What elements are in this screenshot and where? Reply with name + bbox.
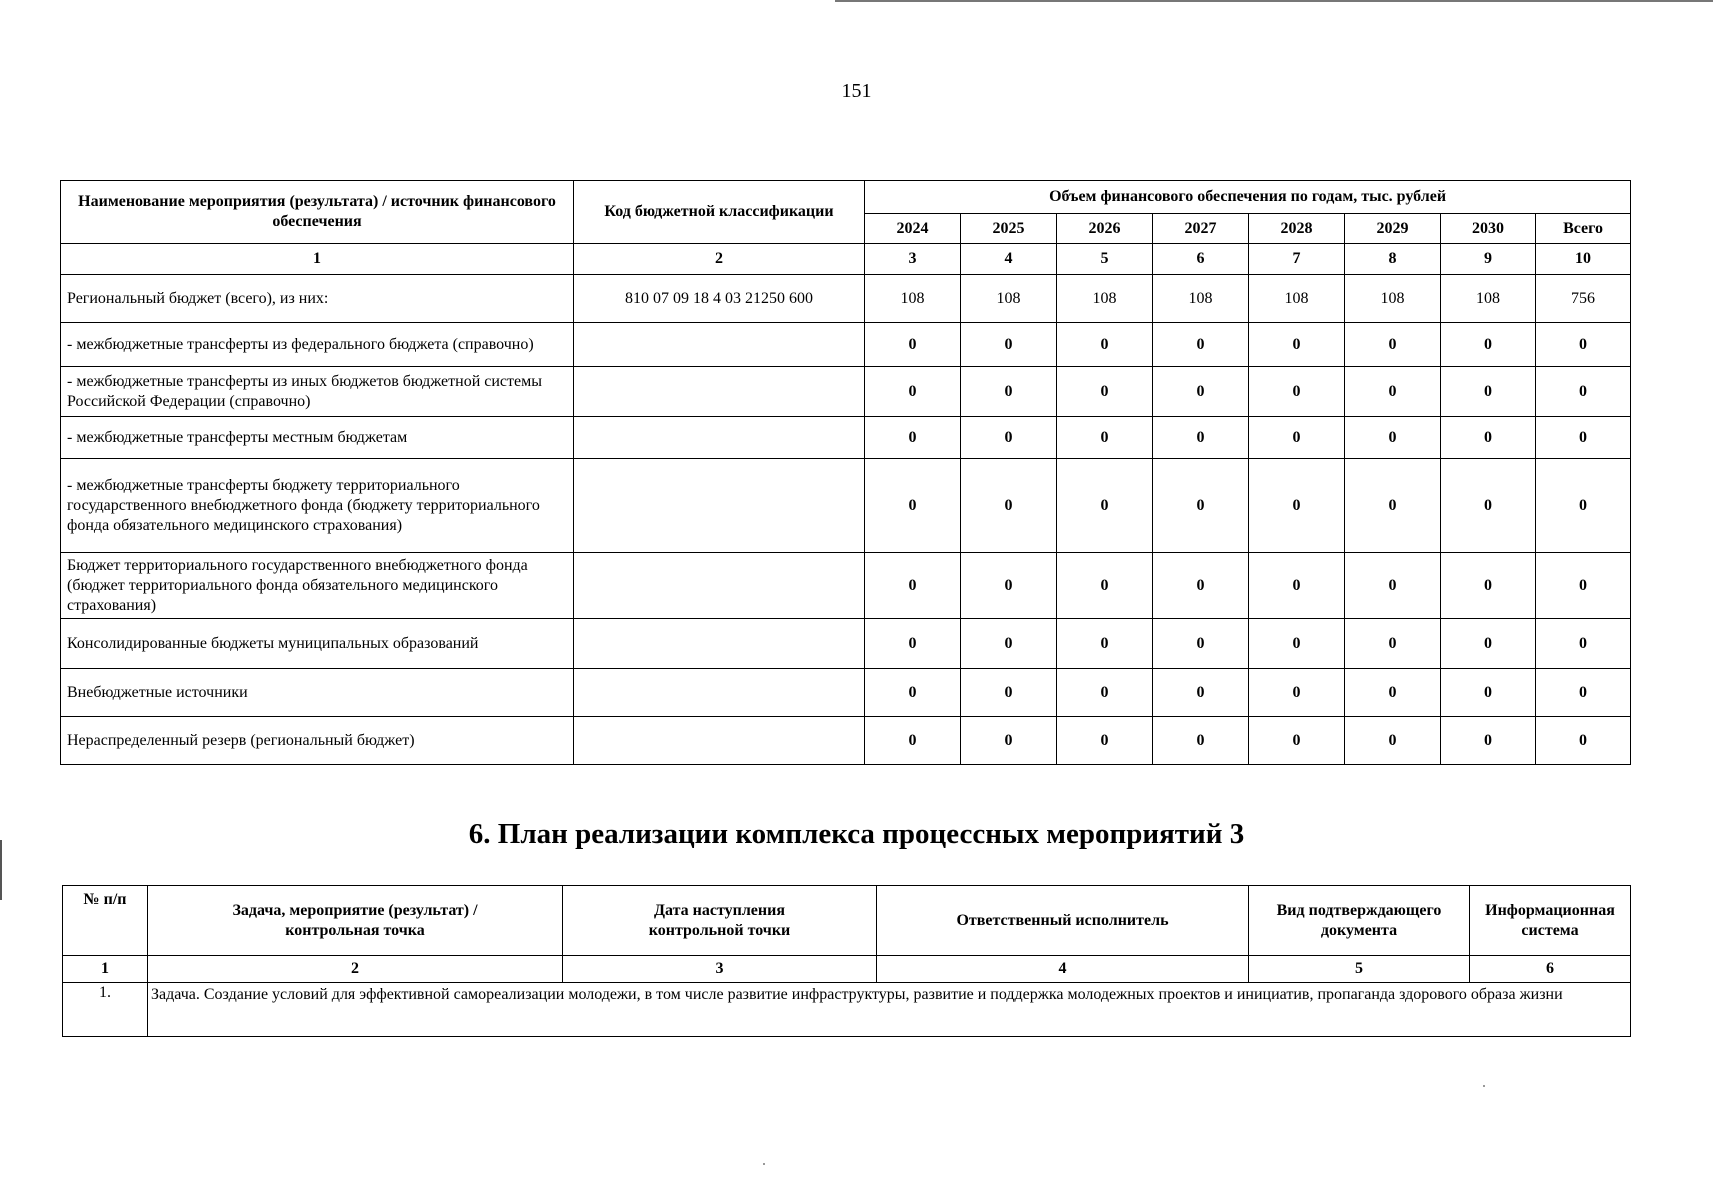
- row-value: 0: [1153, 619, 1249, 669]
- row-value: 0: [1153, 367, 1249, 417]
- column-number-row: [61, 244, 1631, 275]
- row-value: 0: [961, 669, 1057, 717]
- header-name-col: Наименование мероприятия (результата) / источник финансового обеспечения: [61, 181, 574, 244]
- row-value: 0: [865, 323, 961, 367]
- header-year: 2026: [1057, 214, 1153, 244]
- row-value: 0: [1536, 669, 1631, 717]
- row-value: 0: [1153, 417, 1249, 459]
- plan-column-number-row: [63, 956, 1631, 983]
- row-value: 0: [1249, 553, 1345, 619]
- table-row: [61, 323, 1631, 367]
- row-value: 0: [1536, 717, 1631, 765]
- row-value: 0: [1536, 619, 1631, 669]
- header-year: 2028: [1249, 214, 1345, 244]
- row-value: 0: [1441, 417, 1536, 459]
- plan-column-number: 3: [563, 956, 877, 983]
- table-row: [61, 417, 1631, 459]
- row-value: 0: [961, 417, 1057, 459]
- header-year: 2024: [865, 214, 961, 244]
- column-number: 4: [961, 244, 1057, 275]
- row-name: Консолидированные бюджеты муниципальных образований: [61, 619, 574, 669]
- row-value: 0: [1057, 323, 1153, 367]
- plan-header-doc: Вид подтверждающего документа: [1249, 886, 1470, 956]
- row-value: 0: [1249, 323, 1345, 367]
- column-number: 10: [1536, 244, 1631, 275]
- row-value: 0: [1057, 367, 1153, 417]
- header-year: Всего: [1536, 214, 1631, 244]
- row-value: 0: [1249, 669, 1345, 717]
- row-value: 0: [1057, 553, 1153, 619]
- row-value: 0: [1249, 459, 1345, 553]
- row-value: 0: [1153, 553, 1249, 619]
- section-title: 6. План реализации комплекса процессных мероприятий 3: [468, 818, 1245, 850]
- row-value: 0: [1345, 619, 1441, 669]
- row-value: 0: [961, 459, 1057, 553]
- table-row: [61, 459, 1631, 553]
- row-name: Бюджет территориального государственного внебюджетного фонда (бюджет территориального фонда обязательного медицинского страхования): [61, 553, 574, 619]
- column-number: 2: [574, 244, 865, 275]
- plan-task-row: [63, 983, 1631, 1037]
- row-value: 0: [1345, 417, 1441, 459]
- row-value: 0: [865, 619, 961, 669]
- row-value: 0: [1441, 669, 1536, 717]
- finance-table: [60, 180, 1631, 765]
- header-year: 2030: [1441, 214, 1536, 244]
- plan-header-date: Дата наступления контрольной точки: [563, 886, 877, 956]
- row-value: 0: [865, 717, 961, 765]
- row-value: 0: [1345, 553, 1441, 619]
- row-value: 756: [1536, 275, 1631, 323]
- table-row: [61, 619, 1631, 669]
- row-name: - межбюджетные трансферты из федерального бюджета (справочно): [61, 323, 574, 367]
- row-code: [574, 619, 865, 669]
- row-value: 0: [1345, 669, 1441, 717]
- plan-column-number: 5: [1249, 956, 1470, 983]
- row-value: 0: [1249, 717, 1345, 765]
- plan-header-responsible: Ответственный исполнитель: [877, 886, 1249, 956]
- row-name: - межбюджетные трансферты бюджету территориального государственного внебюджетного фонда (бюджету территориального фонда обязательного медицинского страхования): [61, 459, 574, 553]
- row-value: 108: [1249, 275, 1345, 323]
- row-value: 0: [1057, 417, 1153, 459]
- row-value: 0: [1345, 717, 1441, 765]
- row-value: 0: [865, 669, 961, 717]
- row-value: 0: [1057, 459, 1153, 553]
- row-value: 0: [1057, 619, 1153, 669]
- row-code: [574, 417, 865, 459]
- row-name: Нераспределенный резерв (региональный бюджет): [61, 717, 574, 765]
- scan-speck: [763, 1163, 765, 1165]
- table-row: [61, 553, 1631, 619]
- row-value: 0: [1441, 323, 1536, 367]
- row-value: 0: [1536, 323, 1631, 367]
- row-value: 0: [865, 367, 961, 417]
- row-value: 0: [1441, 717, 1536, 765]
- row-value: 108: [1057, 275, 1153, 323]
- row-value: 108: [865, 275, 961, 323]
- row-code: [574, 553, 865, 619]
- row-code: 810 07 09 18 4 03 21250 600: [574, 275, 865, 323]
- row-code: [574, 717, 865, 765]
- row-name: Внебюджетные источники: [61, 669, 574, 717]
- row-name: - межбюджетные трансферты местным бюджетам: [61, 417, 574, 459]
- plan-header-task: Задача, мероприятие (результат) / контрольная точка: [148, 886, 563, 956]
- plan-column-number: 1: [63, 956, 148, 983]
- row-value: 0: [1153, 459, 1249, 553]
- row-code: [574, 323, 865, 367]
- row-name: Региональный бюджет (всего), из них:: [61, 275, 574, 323]
- row-value: 0: [1441, 619, 1536, 669]
- column-number: 6: [1153, 244, 1249, 275]
- header-year: 2025: [961, 214, 1057, 244]
- column-number: 5: [1057, 244, 1153, 275]
- row-value: 0: [1345, 459, 1441, 553]
- row-value: 0: [961, 717, 1057, 765]
- row-value: 0: [1441, 553, 1536, 619]
- row-code: [574, 459, 865, 553]
- plan-header-system: Информационная система: [1470, 886, 1631, 956]
- row-value: 108: [1441, 275, 1536, 323]
- row-value: 0: [1441, 459, 1536, 553]
- plan-column-number: 2: [148, 956, 563, 983]
- column-number: 9: [1441, 244, 1536, 275]
- row-value: 0: [961, 619, 1057, 669]
- row-value: 0: [1536, 367, 1631, 417]
- table-row: [61, 275, 1631, 323]
- row-value: 0: [1057, 717, 1153, 765]
- plan-table: [62, 885, 1631, 1037]
- row-value: 0: [961, 553, 1057, 619]
- table-row: [61, 717, 1631, 765]
- row-value: 0: [865, 459, 961, 553]
- plan-task-number: 1.: [63, 983, 148, 1037]
- plan-header-num: № п/п: [63, 886, 148, 956]
- page-number: 151: [841, 80, 872, 102]
- row-value: 0: [1153, 323, 1249, 367]
- row-value: 108: [1345, 275, 1441, 323]
- table-row: [61, 367, 1631, 417]
- scan-speck: [1483, 1085, 1485, 1087]
- plan-column-number: 6: [1470, 956, 1631, 983]
- row-value: 0: [1057, 669, 1153, 717]
- row-value: 0: [961, 367, 1057, 417]
- row-value: 0: [1249, 417, 1345, 459]
- row-value: 0: [961, 323, 1057, 367]
- row-value: 0: [1345, 323, 1441, 367]
- row-value: 108: [1153, 275, 1249, 323]
- row-code: [574, 669, 865, 717]
- table-row: [61, 669, 1631, 717]
- row-value: 0: [1536, 417, 1631, 459]
- column-number: 1: [61, 244, 574, 275]
- header-year: 2027: [1153, 214, 1249, 244]
- row-value: 0: [1536, 553, 1631, 619]
- header-code-col: Код бюджетной классификации: [574, 181, 865, 244]
- plan-task-text: Задача. Создание условий для эффективной самореализации молодежи, в том числе развитие инфраструктуры, развитие и поддержка молодежных проектов и инициатив, пропаганда здорового образа жизни: [148, 983, 1631, 1037]
- row-value: 0: [1153, 669, 1249, 717]
- plan-column-number: 4: [877, 956, 1249, 983]
- row-name: - межбюджетные трансферты из иных бюджетов бюджетной системы Российской Федерации (справочно): [61, 367, 574, 417]
- row-value: 0: [1345, 367, 1441, 417]
- scan-top-edge-line: [835, 0, 1713, 2]
- row-value: 0: [1441, 367, 1536, 417]
- row-value: 108: [961, 275, 1057, 323]
- row-value: 0: [1536, 459, 1631, 553]
- row-value: 0: [1249, 367, 1345, 417]
- column-number: 7: [1249, 244, 1345, 275]
- header-year: 2029: [1345, 214, 1441, 244]
- column-number: 3: [865, 244, 961, 275]
- row-value: 0: [865, 553, 961, 619]
- column-number: 8: [1345, 244, 1441, 275]
- row-code: [574, 367, 865, 417]
- row-value: 0: [865, 417, 961, 459]
- row-value: 0: [1249, 619, 1345, 669]
- header-volume-group: Объем финансового обеспечения по годам, тыс. рублей: [865, 181, 1631, 214]
- row-value: 0: [1153, 717, 1249, 765]
